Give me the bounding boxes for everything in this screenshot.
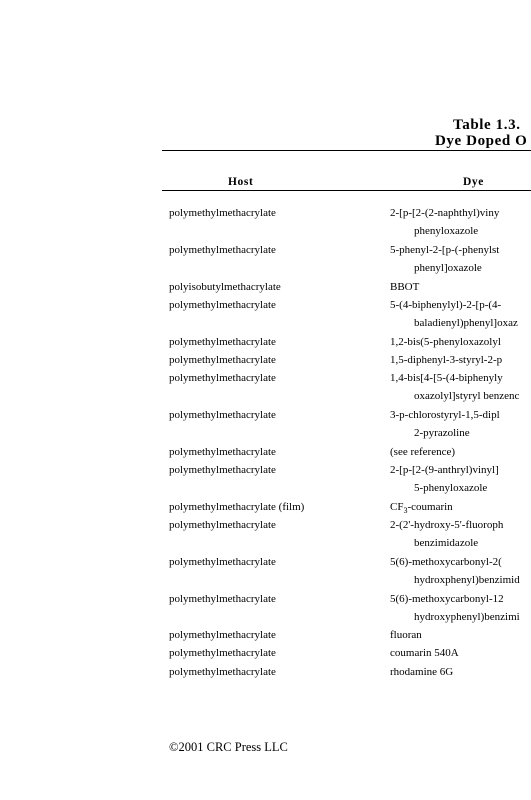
table-cell-host: polymethylmethacrylate bbox=[169, 556, 276, 568]
table-cell-host: polymethylmethacrylate bbox=[169, 372, 276, 384]
table-cell-host: polymethylmethacrylate bbox=[169, 446, 276, 458]
table-cell-dye: fluoran bbox=[390, 629, 422, 641]
table-cell-dye: 1,5-diphenyl-3-styryl-2-p bbox=[390, 354, 503, 366]
table-cell-host: polymethylmethacrylate bbox=[169, 244, 276, 256]
table-title: Table 1.3. bbox=[453, 117, 521, 133]
table-cell-dye: 2-[p-[2-(9-anthryl)vinyl] 5-phenyloxazole bbox=[390, 464, 499, 494]
copyright-footer: ©2001 CRC Press LLC bbox=[169, 740, 288, 754]
column-header-dye: Dye bbox=[463, 176, 484, 188]
table-cell-host: polymethylmethacrylate bbox=[169, 647, 276, 659]
table-cell-dye: 2-[p-[2-(2-naphthyl)viny phenyloxazole bbox=[390, 207, 500, 237]
table-cell-host: polymethylmethacrylate bbox=[169, 336, 276, 348]
table-cell-dye: 2-(2'-hydroxy-5'-fluoroph benzimidazole bbox=[390, 519, 504, 549]
table-cell-dye: $CF_3$-coumarin bbox=[390, 501, 453, 516]
table-cell-dye: 5-(4-biphenylyl)-2-[p-(4- baladienyl)phenyl]oxaz bbox=[390, 299, 518, 329]
table-cell-dye: (see reference) bbox=[390, 446, 456, 458]
table-cell-host: polymethylmethacrylate bbox=[169, 666, 276, 678]
table-cell-host: polymethylmethacrylate bbox=[169, 409, 276, 421]
table-cell-dye: 5(6)-methoxycarbonyl-12 hydroxyphenyl)benzimi bbox=[390, 593, 520, 623]
table-cell-dye: 1,2-bis(5-phenyloxazolyl bbox=[390, 336, 501, 348]
column-header-host: Host bbox=[228, 176, 254, 188]
table-cell-host: polymethylmethacrylate bbox=[169, 519, 276, 531]
table-subtitle: Dye Doped O bbox=[435, 133, 528, 149]
table-header-rule bbox=[162, 190, 531, 191]
table-cell-dye: coumarin 540A bbox=[390, 647, 459, 659]
table-cell-dye: 1,4-bis[4-[5-(4-biphenyly oxazolyl]styryl benzenc bbox=[390, 372, 520, 402]
table-cell-dye: 5-phenyl-2-[p-(-phenylst phenyl]oxazole bbox=[390, 244, 500, 274]
table-cell-host: polymethylmethacrylate bbox=[169, 593, 276, 605]
table-cell-host: polymethylmethacrylate bbox=[169, 629, 276, 641]
table-cell-host: polymethylmethacrylate bbox=[169, 207, 276, 219]
table-cell-host: polymethylmethacrylate bbox=[169, 464, 276, 476]
table-cell-host: polymethylmethacrylate bbox=[169, 299, 276, 311]
table-cell-dye: rhodamine 6G bbox=[390, 666, 454, 678]
table-cell-dye: 3-p-chlorostyryl-1,5-dipl 2-pyrazoline bbox=[390, 409, 500, 439]
table-cell-host: polymethylmethacrylate (film) bbox=[169, 501, 305, 513]
table-top-rule bbox=[162, 150, 531, 151]
table-cell-dye: BBOT bbox=[390, 281, 420, 293]
table-cell-host: polymethylmethacrylate bbox=[169, 354, 276, 366]
table-cell-host: polyisobutylmethacrylate bbox=[169, 281, 281, 293]
table-cell-dye: 5(6)-methoxycarbonyl-2( hydroxphenyl)benzimid bbox=[390, 556, 520, 586]
